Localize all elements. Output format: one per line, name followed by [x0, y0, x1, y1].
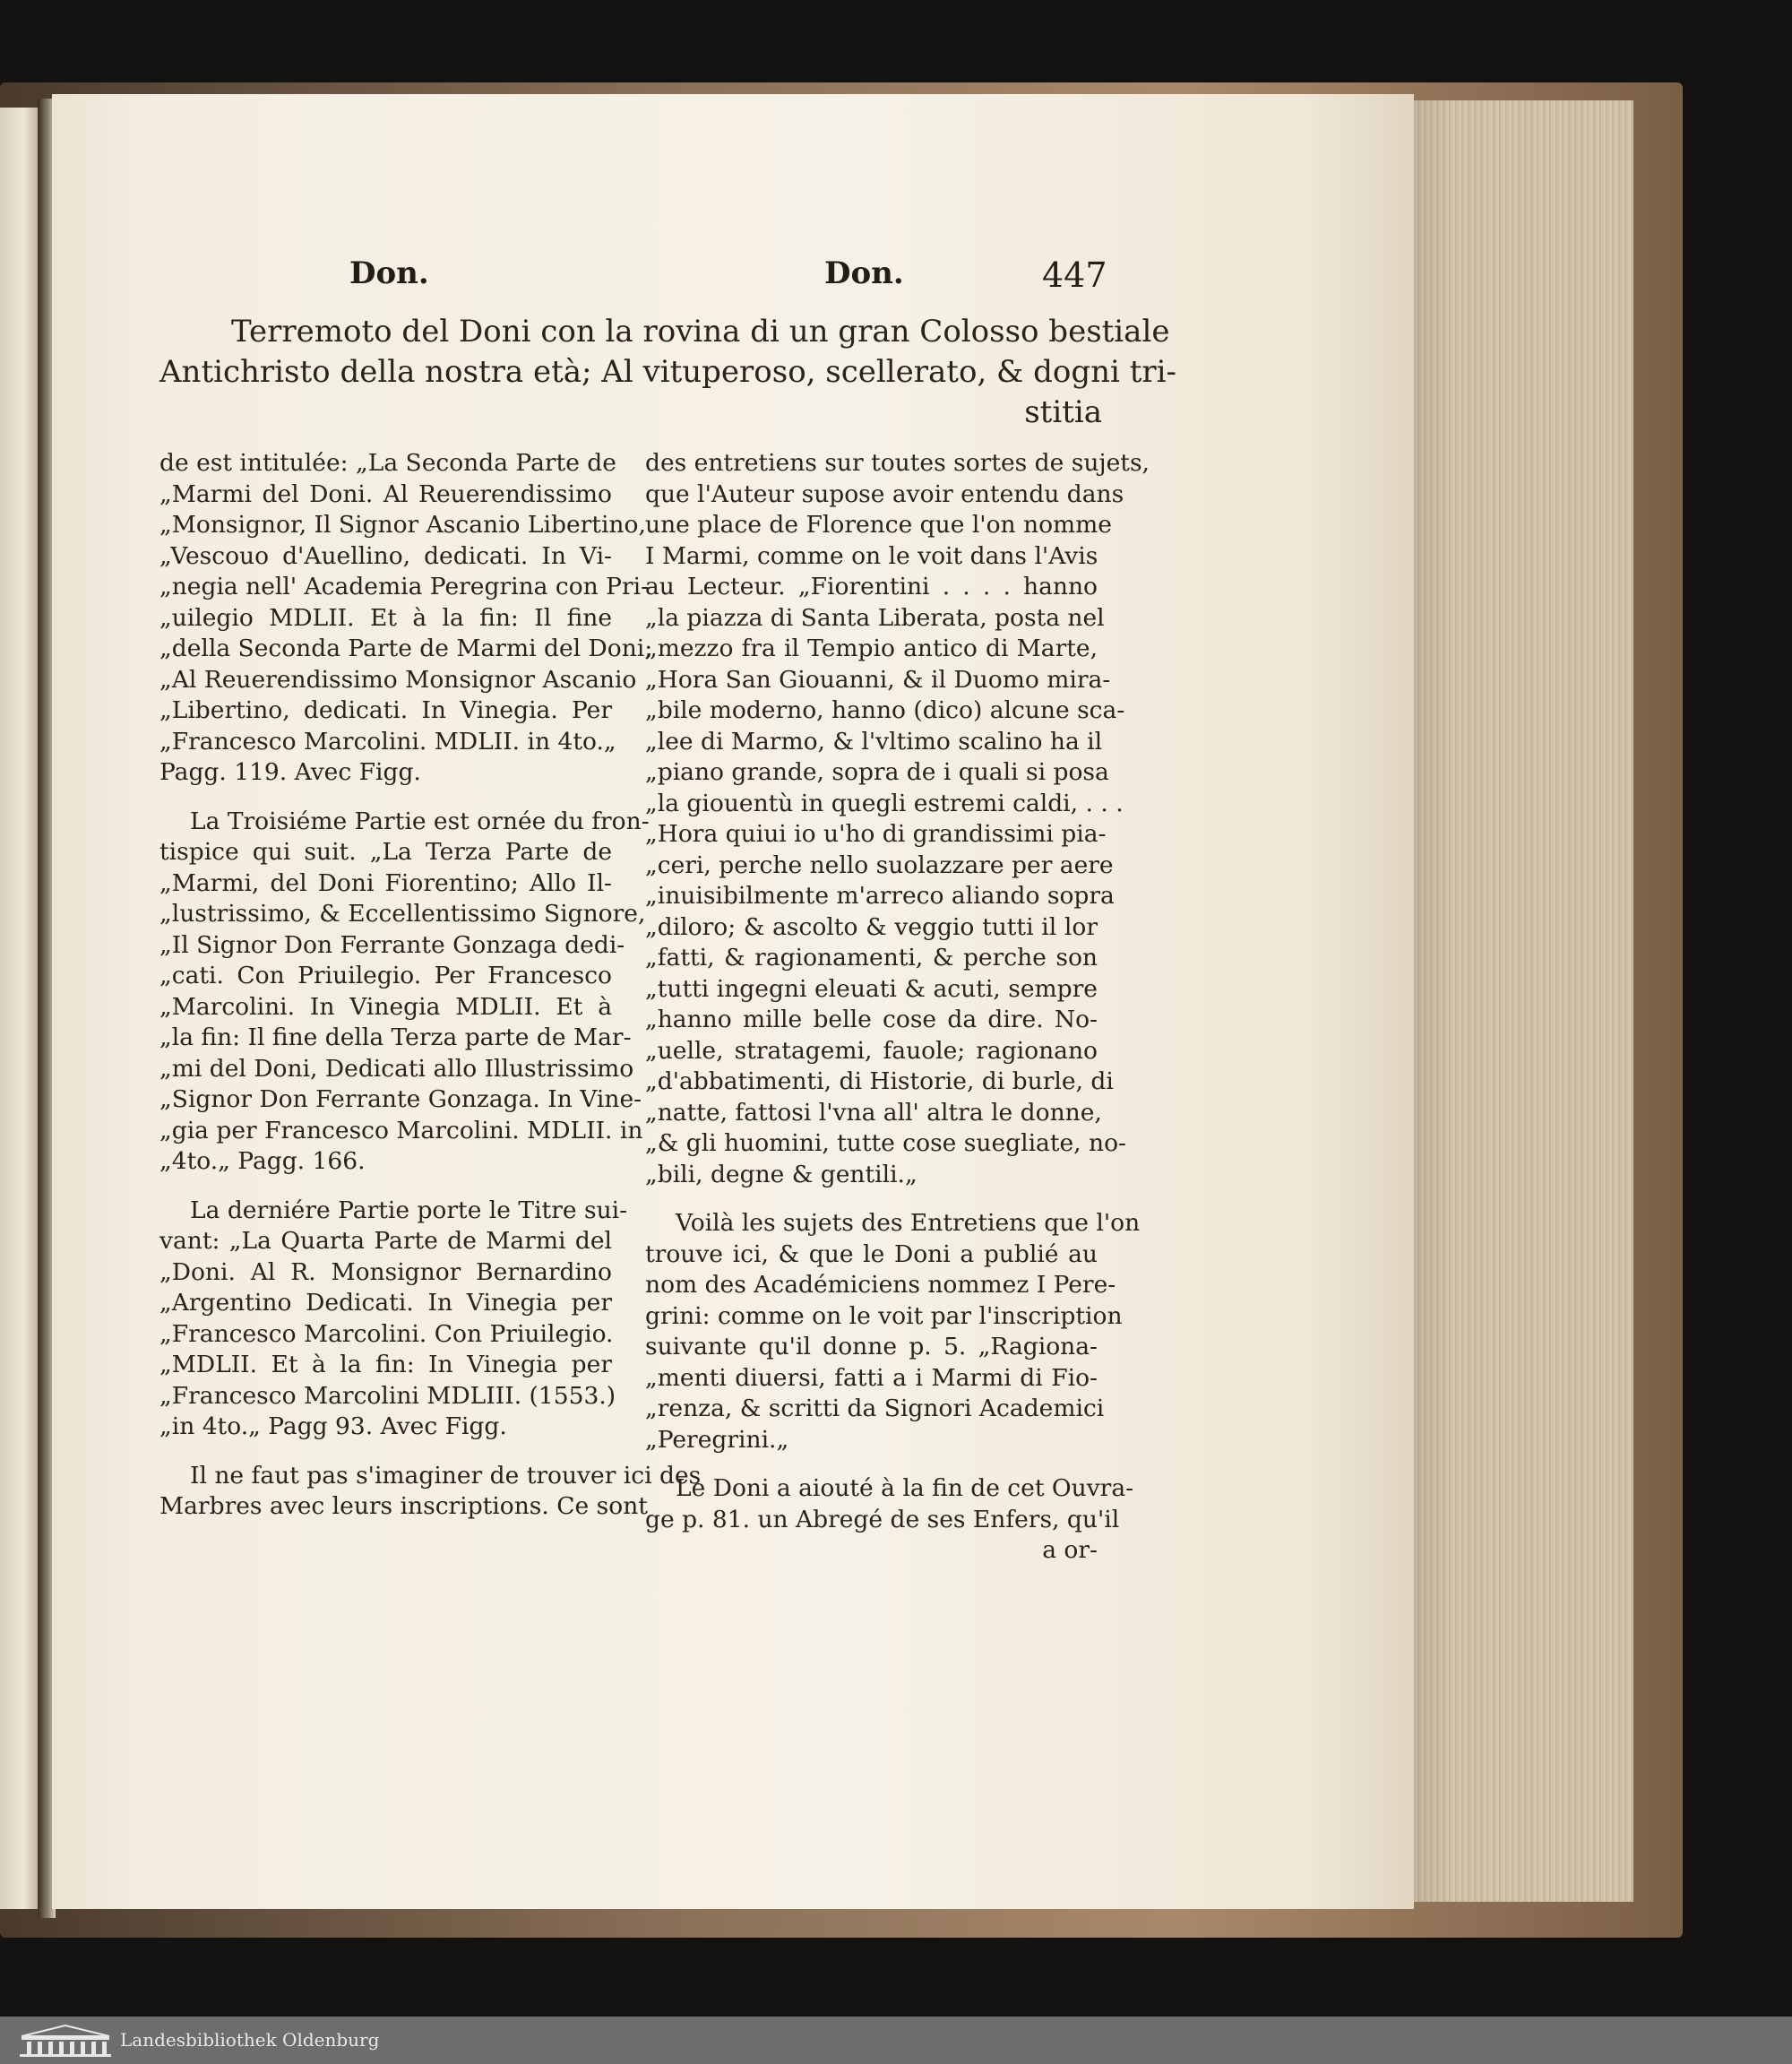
text-line: „in 4to.„ Pagg 93. Avec Figg.	[159, 1412, 507, 1440]
text-line: „Marmi, del Doni Fiorentino; Allo Il-	[159, 868, 612, 897]
text-line: „lustrissimo, & Eccellentissimo Signore,	[159, 900, 646, 928]
text-line: „d'abbatimenti, di Historie, di burle, di	[645, 1067, 1114, 1095]
page-fore-edge	[1414, 100, 1633, 1902]
text-line: „la giouentù in quegli estremi caldi, . . .	[645, 789, 1124, 817]
library-footer-bar	[0, 2017, 1792, 2064]
text-line: tispice qui suit. „La Terza Parte de	[159, 838, 612, 866]
text-line: Il ne faut pas s'imaginer de trouver ici des	[190, 1461, 702, 1490]
text-line: I Marmi, comme on le voit dans l'Avis	[645, 541, 1098, 570]
text-line: „fatti, & ragionamenti, & perche son	[645, 944, 1098, 972]
text-line: „la fin: Il fine della Terza parte de Mar-	[159, 1023, 632, 1051]
library-name: Landesbibliothek Oldenburg	[120, 2029, 380, 2051]
text-line: „cati. Con Priuilegio. Per Francesco	[159, 962, 612, 989]
text-line: „Marcolini. In Vinegia MDLII. Et à	[159, 992, 612, 1021]
title-quote	[159, 312, 1176, 433]
text-line: „Francesco Marcolini. Con Priuilegio.	[159, 1319, 614, 1348]
text-line: de est intitulée: „La Seconda Parte de	[159, 449, 616, 477]
text-line: „Hora quiui io u'ho di grandissimi pia-	[645, 820, 1107, 848]
title-line: Terremoto del Doni con la rovina di un gran Colosso bestiale	[231, 314, 1170, 350]
text-line: Pagg. 119. Avec Figg.	[159, 758, 421, 786]
text-line: nom des Académiciens nommez I Pere-	[645, 1271, 1116, 1299]
text-line: „& gli huomini, tutte cose suegliate, no-	[645, 1129, 1127, 1157]
text-line: au Lecteur. „Fiorentini . . . . hanno	[645, 573, 1098, 600]
text-line: „tutti ingegni eleuati & acuti, sempre	[645, 974, 1098, 1003]
facing-page-edge	[0, 108, 39, 1909]
text-line: Voilà les sujets des Entretiens que l'on	[676, 1209, 1141, 1237]
text-line: „4to.„ Pagg. 166.	[159, 1147, 366, 1175]
text-line: „gia per Francesco Marcolini. MDLII. in	[159, 1116, 643, 1144]
text-line: „Il Signor Don Ferrante Gonzaga dedi-	[159, 930, 625, 959]
text-line: vant: „La Quarta Parte de Marmi del	[159, 1227, 612, 1255]
text-line: „Hora San Giouanni, & il Duomo mira-	[645, 665, 1111, 694]
text-line: „della Seconda Parte de Marmi del Doni;	[159, 635, 653, 662]
text-line: „Peregrini.„	[645, 1425, 789, 1454]
text-line: „Monsignor, Il Signor Ascanio Libertino,	[159, 511, 646, 539]
text-line: „ceri, perche nello suolazzare per aere	[645, 851, 1114, 879]
text-line: Marbres avec leurs inscriptions. Ce sont	[159, 1492, 648, 1520]
text-line: „mi del Doni, Dedicati allo Illustrissimo	[159, 1054, 634, 1083]
left-column	[159, 448, 702, 1523]
text-line: „renza, & scritti da Signori Academici	[645, 1395, 1105, 1422]
text-line: La derniére Partie porte le Titre sui-	[190, 1196, 628, 1224]
text-line: „Al Reuerendissimo Monsignor Ascanio	[159, 665, 637, 694]
text-line: que l'Auteur supose avoir entendu dans	[645, 479, 1124, 508]
text-line: „menti diuersi, fatti a i Marmi di Fio-	[645, 1363, 1098, 1392]
text-line: „MDLII. Et à la fin: In Vinegia per	[159, 1351, 612, 1378]
text-line: „Francesco Marcolini MDLIII. (1553.)	[159, 1381, 616, 1410]
text-line: „piano grande, sopra de i quali si posa	[645, 758, 1109, 786]
text-line: ge p. 81. un Abregé de ses Enfers, qu'il	[645, 1505, 1120, 1533]
library-building-icon	[18, 2024, 113, 2058]
text-line: „mezzo fra il Tempio antico di Marte,	[645, 635, 1098, 662]
page-number: 447	[1042, 255, 1107, 295]
text-line: „Doni. Al R. Monsignor Bernardino	[159, 1257, 612, 1286]
text-line: „la piazza di Santa Liberata, posta nel	[645, 603, 1105, 632]
text-line: une place de Florence que l'on nomme	[645, 511, 1112, 539]
text-line: La Troisiéme Partie est ornée du fron-	[190, 807, 650, 835]
text-line: „Argentino Dedicati. In Vinegia per	[159, 1289, 612, 1317]
text-line: „natte, fattosi l'vna all' altra le donne,	[645, 1098, 1102, 1127]
running-head-center: Don.	[824, 255, 904, 291]
text-line: Le Doni a aiouté à la fin de cet Ouvra-	[676, 1474, 1134, 1502]
text-line: „bili, degne & gentili.„	[645, 1160, 918, 1188]
text-line: „Libertino, dedicati. In Vinegia. Per	[159, 696, 612, 724]
text-line: „inuisibilmente m'arreco aliando sopra	[645, 882, 1115, 910]
text-line: „Francesco Marcolini. MDLII. in 4to.„	[159, 727, 616, 756]
text-line: „uelle, stratagemi, fauole; ragionano	[645, 1036, 1098, 1065]
text-line: „Signor Don Ferrante Gonzaga. In Vine-	[159, 1085, 642, 1113]
text-line: „uilegio MDLII. Et à la fin: Il fine	[159, 603, 612, 632]
text-line: „lee di Marmo, & l'vltimo scalino ha il	[645, 727, 1103, 756]
text-line: „Vescouo d'Auellino, dedicati. In Vi-	[159, 541, 612, 570]
title-line: stitia	[1024, 394, 1102, 430]
text-line: des entretiens sur toutes sortes de sujets,	[645, 449, 1150, 477]
title-line: Antichristo della nostra età; Al vituperoso, scellerato, & dogni tri-	[159, 354, 1176, 390]
text-line: „diloro; & ascolto & veggio tutti il lor	[645, 912, 1098, 941]
text-line: „bile moderno, hanno (dico) alcune sca-	[645, 696, 1125, 724]
text-line: trouve ici, & que le Doni a publié au	[645, 1239, 1098, 1268]
text-line: „Marmi del Doni. Al Reuerendissimo	[159, 479, 612, 508]
running-head-left: Don.	[349, 255, 429, 291]
text-line: „hanno mille belle cose da dire. No-	[645, 1006, 1098, 1033]
right-column	[645, 448, 1150, 1567]
text-line: grini: comme on le voit par l'inscription	[645, 1301, 1123, 1330]
text-line: „negia nell' Academia Peregrina con Pri-	[159, 573, 650, 600]
text-line: suivante qu'il donne p. 5. „Ragiona-	[645, 1333, 1098, 1360]
text-line: a or-	[1042, 1536, 1098, 1564]
